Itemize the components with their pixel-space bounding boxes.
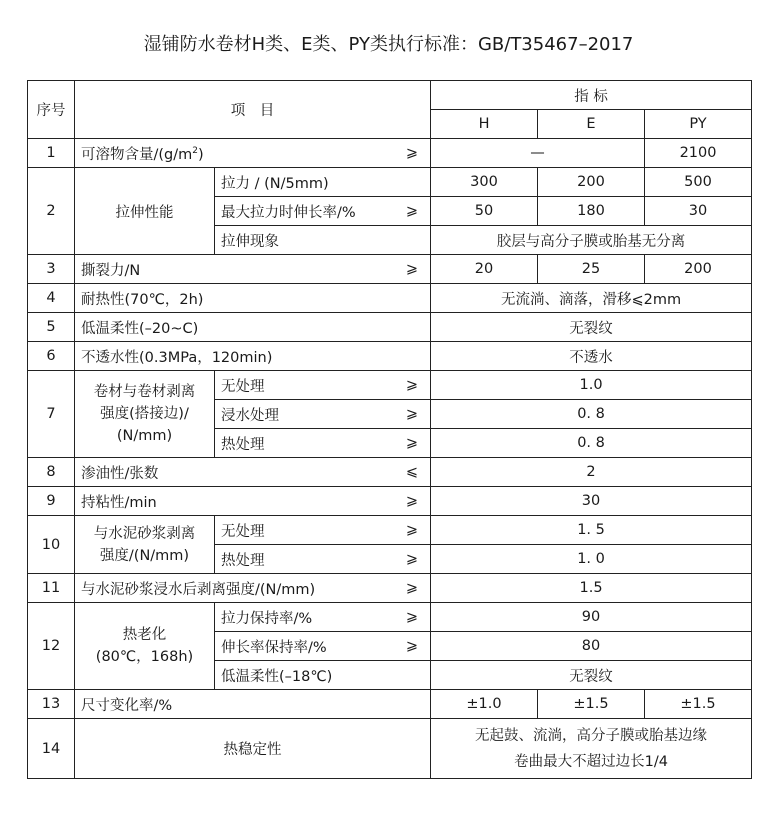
table-row xyxy=(28,458,752,487)
table-row xyxy=(28,313,752,342)
row-subitem: 拉力 / (N/5mm) xyxy=(215,168,381,197)
row-number: 8 xyxy=(28,458,75,487)
row-operator: ⩾ xyxy=(381,371,431,400)
table-row xyxy=(28,719,752,779)
header-py: PY xyxy=(645,110,752,139)
row-operator: ⩾ xyxy=(381,487,431,516)
row-value-e: 200 xyxy=(538,168,645,197)
row-operator xyxy=(381,168,431,197)
row-group: 卷材与卷材剥离 强度(搭接边)/ (N/mm) xyxy=(75,371,215,458)
row-item: 耐热性(70℃，2h) xyxy=(75,284,431,313)
row-item: 可溶物含量$/(g/m^2)$ xyxy=(75,139,381,168)
table-row xyxy=(28,284,752,313)
row-value: 0. 8 xyxy=(431,400,752,429)
table-row xyxy=(28,516,752,545)
row-number: 3 xyxy=(28,255,75,284)
row-value: 0. 8 xyxy=(431,429,752,458)
row-value-py: 200 xyxy=(645,255,752,284)
standard-table xyxy=(27,80,752,779)
table-row xyxy=(28,574,752,603)
row-group: 与水泥砂浆剥离 强度/(N/mm) xyxy=(75,516,215,574)
row-value: 2 xyxy=(431,458,752,487)
row-number: 1 xyxy=(28,139,75,168)
row-value: 胶层与高分子膜或胎基无分离 xyxy=(431,226,752,255)
table-row xyxy=(28,603,752,632)
row-value-py: 2100 xyxy=(645,139,752,168)
header-e: E xyxy=(538,110,645,139)
row-subitem: 最大拉力时伸长率/% xyxy=(215,197,381,226)
table-row xyxy=(28,690,752,719)
row-value: 30 xyxy=(431,487,752,516)
row-group: 热老化 (80℃，168h) xyxy=(75,603,215,690)
row-item: 撕裂力/N xyxy=(75,255,381,284)
row-operator: ⩾ xyxy=(381,197,431,226)
row-operator: ⩾ xyxy=(381,400,431,429)
table-row xyxy=(28,139,752,168)
header-index: 指 标 xyxy=(431,81,752,110)
table-row xyxy=(28,487,752,516)
row-operator: ⩾ xyxy=(381,516,431,545)
row-number: 11 xyxy=(28,574,75,603)
row-value-h: 50 xyxy=(431,197,538,226)
row-operator: ⩾ xyxy=(381,545,431,574)
row-subitem: 低温柔性(–18℃) xyxy=(215,661,431,690)
row-number: 7 xyxy=(28,371,75,458)
row-number: 2 xyxy=(28,168,75,255)
row-value-e: 180 xyxy=(538,197,645,226)
row-subitem: 拉力保持率/% xyxy=(215,603,381,632)
row-number: 14 xyxy=(28,719,75,779)
row-value: 90 xyxy=(431,603,752,632)
row-number: 4 xyxy=(28,284,75,313)
table-row xyxy=(28,342,752,371)
row-operator: ⩽ xyxy=(381,458,431,487)
row-item: 持粘性/min xyxy=(75,487,381,516)
row-item: 与水泥砂浆浸水后剥离强度/(N/mm) xyxy=(75,574,381,603)
header-row xyxy=(28,81,752,110)
row-number: 13 xyxy=(28,690,75,719)
row-operator: ⩾ xyxy=(381,574,431,603)
row-number: 12 xyxy=(28,603,75,690)
row-operator: ⩾ xyxy=(381,139,431,168)
row-operator: ⩾ xyxy=(381,429,431,458)
row-value-py: 500 xyxy=(645,168,752,197)
row-value: 80 xyxy=(431,632,752,661)
row-value: 无起鼓、流淌，高分子膜或胎基边缘 卷曲最大不超过边长1/4 xyxy=(431,719,752,779)
document-title: 湿铺防水卷材H类、E类、PY类执行标准：GB/T35467–2017 xyxy=(143,34,634,55)
row-subitem: 浸水处理 xyxy=(215,400,381,429)
row-value-e: 25 xyxy=(538,255,645,284)
row-subitem: 热处理 xyxy=(215,429,381,458)
row-value-h: ±1.0 xyxy=(431,690,538,719)
row-group: 拉伸性能 xyxy=(75,168,215,255)
row-operator: ⩾ xyxy=(381,632,431,661)
row-value: 不透水 xyxy=(431,342,752,371)
row-number: 6 xyxy=(28,342,75,371)
row-value-he: — xyxy=(431,139,645,168)
row-subitem: 拉伸现象 xyxy=(215,226,431,255)
row-value: 无流淌、滴落，滑移⩽2mm xyxy=(431,284,752,313)
row-item: 渗油性/张数 xyxy=(75,458,381,487)
row-value-py: ±1.5 xyxy=(645,690,752,719)
table-row xyxy=(28,168,752,197)
row-value: 1.0 xyxy=(431,371,752,400)
row-value: 1. 5 xyxy=(431,516,752,545)
row-number: 10 xyxy=(28,516,75,574)
row-subitem: 热处理 xyxy=(215,545,381,574)
row-number: 5 xyxy=(28,313,75,342)
table-row xyxy=(28,255,752,284)
row-value-h: 300 xyxy=(431,168,538,197)
row-subitem: 无处理 xyxy=(215,516,381,545)
row-subitem: 伸长率保持率/% xyxy=(215,632,381,661)
row-value: 无裂纹 xyxy=(431,313,752,342)
row-value-py: 30 xyxy=(645,197,752,226)
row-value-h: 20 xyxy=(431,255,538,284)
row-operator: ⩾ xyxy=(381,603,431,632)
row-item: 不透水性(0.3MPa，120min) xyxy=(75,342,431,371)
row-item: 热稳定性 xyxy=(75,719,431,779)
row-value: 无裂纹 xyxy=(431,661,752,690)
row-value: 1.5 xyxy=(431,574,752,603)
row-value: 1. 0 xyxy=(431,545,752,574)
row-item: 低温柔性(–20~C) xyxy=(75,313,431,342)
row-subitem: 无处理 xyxy=(215,371,381,400)
row-number: 9 xyxy=(28,487,75,516)
row-value-e: ±1.5 xyxy=(538,690,645,719)
row-item: 尺寸变化率/% xyxy=(75,690,431,719)
header-h: H xyxy=(431,110,538,139)
table-row xyxy=(28,371,752,400)
header-item: 项 目 xyxy=(75,81,431,139)
row-operator: ⩾ xyxy=(381,255,431,284)
header-seq: 序号 xyxy=(28,81,75,139)
